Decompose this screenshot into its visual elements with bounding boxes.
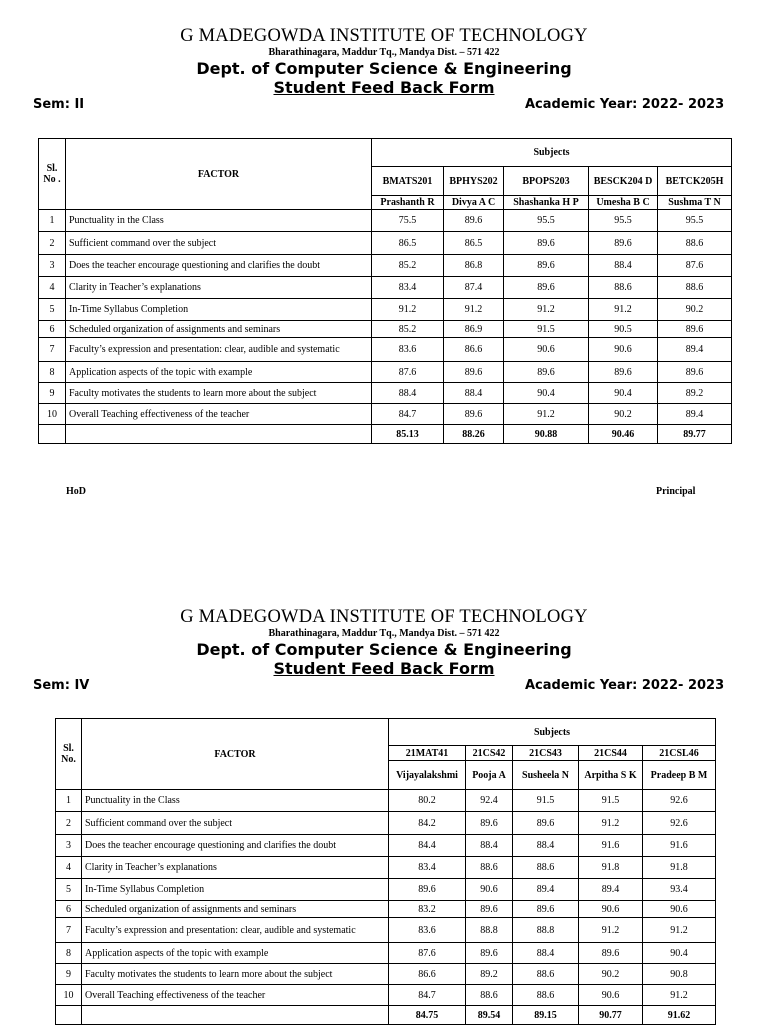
table-row: 7 Faculty’s expression and presentation: clear, audible and systematic 83.6 88.8 88.8 91.2 91.2 <box>56 918 716 943</box>
table-row: 4 Clarity in Teacher’s explanations 83.4 88.6 88.6 91.8 91.8 <box>56 857 716 879</box>
table-row: 3 Does the teacher encourage questioning and clarifies the doubt 85.2 86.8 89.6 88.4 87.6 <box>39 255 732 277</box>
institute-name: G MADEGOWDA INSTITUTE OF TECHNOLOGY <box>180 607 588 627</box>
average-value: 89.77 <box>658 425 732 444</box>
academic-year: Academic Year: 2022- 2023 <box>525 97 725 112</box>
factor-label: Application aspects of the topic with example <box>82 943 389 964</box>
subject-code: BPHYS202 <box>444 167 504 196</box>
table-row: 9 Faculty motivates the students to learn more about the subject 88.4 88.4 90.4 90.4 89.2 <box>39 383 732 404</box>
semester-label: Sem: II <box>33 97 85 112</box>
faculty-name: Sushma T N <box>658 196 732 210</box>
factor-label: Application aspects of the topic with example <box>66 362 372 383</box>
table-row: 2 Sufficient command over the subject 86.5 86.5 89.6 89.6 88.6 <box>39 232 732 255</box>
table-row: 5 In-Time Syllabus Completion 89.6 90.6 89.4 89.4 93.4 <box>56 879 716 901</box>
factor-label: Does the teacher encourage questioning and clarifies the doubt <box>82 835 389 857</box>
subject-code: BMATS201 <box>372 167 444 196</box>
table-row: 1 Punctuality in the Class 75.5 89.6 95.5 95.5 95.5 <box>39 210 732 232</box>
faculty-name: Divya A C <box>444 196 504 210</box>
principal-signature-label: Principal <box>656 486 696 497</box>
faculty-name: Umesha B C <box>589 196 658 210</box>
factor-label: Punctuality in the Class <box>66 210 372 232</box>
feedback-table <box>38 138 732 444</box>
table-row: 5 In-Time Syllabus Completion 91.2 91.2 91.2 91.2 90.2 <box>39 299 732 321</box>
subject-code: 21CSL46 <box>643 746 716 761</box>
factor-header: FACTOR <box>66 139 372 210</box>
factor-label: Sufficient command over the subject <box>66 232 372 255</box>
table-row: 4 Clarity in Teacher’s explanations 83.4 87.4 89.6 88.6 88.6 <box>39 277 732 299</box>
table-row: 2 Sufficient command over the subject 84.2 89.6 89.6 91.2 92.6 <box>56 812 716 835</box>
subject-code: BESCK204 D <box>589 167 658 196</box>
factor-label: Clarity in Teacher’s explanations <box>82 857 389 879</box>
factor-label: In-Time Syllabus Completion <box>66 299 372 321</box>
subject-code: BETCK205H <box>658 167 732 196</box>
faculty-name: Pooja A <box>466 761 513 790</box>
form-title: Student Feed Back Form <box>273 659 495 678</box>
factor-label: In-Time Syllabus Completion <box>82 879 389 901</box>
table-row: 6 Scheduled organization of assignments and seminars 83.2 89.6 89.6 90.6 90.6 <box>56 901 716 918</box>
subject-code: BPOPS203 <box>504 167 589 196</box>
department-name: Dept. of Computer Science & Engineering <box>196 640 572 659</box>
institute-name: G MADEGOWDA INSTITUTE OF TECHNOLOGY <box>180 26 588 46</box>
hod-signature-label: HoD <box>66 486 86 497</box>
table-row: 10 Overall Teaching effectiveness of the teacher 84.7 88.6 88.6 90.6 91.2 <box>56 985 716 1006</box>
average-value: 85.13 <box>372 425 444 444</box>
table-row: 8 Application aspects of the topic with example 87.6 89.6 89.6 89.6 89.6 <box>39 362 732 383</box>
average-row <box>56 1006 716 1025</box>
table-row: 8 Application aspects of the topic with example 87.6 89.6 88.4 89.6 90.4 <box>56 943 716 964</box>
table-row: 7 Faculty’s expression and presentation: clear, audible and systematic 83.6 86.6 90.6 90.6 89.4 <box>39 338 732 362</box>
table-row: 1 Punctuality in the Class 80.2 92.4 91.5 91.5 92.6 <box>56 790 716 812</box>
factor-label: Overall Teaching effectiveness of the teacher <box>66 404 372 425</box>
factor-header: FACTOR <box>82 719 389 790</box>
faculty-name: Shashanka H P <box>504 196 589 210</box>
average-value: 90.88 <box>504 425 589 444</box>
average-row <box>39 425 732 444</box>
sl-no-header: Sl. No . <box>39 139 66 210</box>
subjects-header: Subjects <box>389 719 716 746</box>
faculty-name: Arpitha S K <box>579 761 643 790</box>
average-value: 91.62 <box>643 1006 716 1025</box>
factor-label: Overall Teaching effectiveness of the teacher <box>82 985 389 1006</box>
factor-label: Does the teacher encourage questioning and clarifies the doubt <box>66 255 372 277</box>
table-row: 10 Overall Teaching effectiveness of the teacher 84.7 89.6 91.2 90.2 89.4 <box>39 404 732 425</box>
factor-label: Sufficient command over the subject <box>82 812 389 835</box>
faculty-name: Susheela N <box>513 761 579 790</box>
subject-code: 21CS44 <box>579 746 643 761</box>
faculty-name: Vijayalakshmi <box>389 761 466 790</box>
subject-code: 21MAT41 <box>389 746 466 761</box>
table-row: 9 Faculty motivates the students to learn more about the subject 86.6 89.2 88.6 90.2 90.8 <box>56 964 716 985</box>
institute-address: Bharathinagara, Maddur Tq., Mandya Dist. – 571 422 <box>268 628 500 639</box>
subject-code: 21CS42 <box>466 746 513 761</box>
average-value: 90.77 <box>579 1006 643 1025</box>
average-value: 89.54 <box>466 1006 513 1025</box>
factor-label: Faculty motivates the students to learn more about the subject <box>82 964 389 985</box>
faculty-name: Prashanth R <box>372 196 444 210</box>
factor-label: Clarity in Teacher’s explanations <box>66 277 372 299</box>
average-value: 88.26 <box>444 425 504 444</box>
factor-label: Faculty’s expression and presentation: clear, audible and systematic <box>66 338 372 362</box>
table-row: 3 Does the teacher encourage questioning and clarifies the doubt 84.4 88.4 88.4 91.6 91.6 <box>56 835 716 857</box>
form-title: Student Feed Back Form <box>273 78 495 97</box>
semester-label: Sem: IV <box>33 678 90 693</box>
average-value: 84.75 <box>389 1006 466 1025</box>
subject-code: 21CS43 <box>513 746 579 761</box>
feedback-table <box>55 718 716 1025</box>
average-value: 89.15 <box>513 1006 579 1025</box>
institute-address: Bharathinagara, Maddur Tq., Mandya Dist. – 571 422 <box>268 47 500 58</box>
academic-year: Academic Year: 2022- 2023 <box>525 678 725 693</box>
subjects-header: Subjects <box>372 139 732 167</box>
faculty-name: Pradeep B M <box>643 761 716 790</box>
factor-label: Scheduled organization of assignments and seminars <box>66 321 372 338</box>
average-value: 90.46 <box>589 425 658 444</box>
table-row: 6 Scheduled organization of assignments and seminars 85.2 86.9 91.5 90.5 89.6 <box>39 321 732 338</box>
factor-label: Punctuality in the Class <box>82 790 389 812</box>
factor-label: Scheduled organization of assignments and seminars <box>82 901 389 918</box>
department-name: Dept. of Computer Science & Engineering <box>196 59 572 78</box>
factor-label: Faculty motivates the students to learn more about the subject <box>66 383 372 404</box>
sl-no-header: Sl. No. <box>56 719 82 790</box>
factor-label: Faculty’s expression and presentation: clear, audible and systematic <box>82 918 389 943</box>
